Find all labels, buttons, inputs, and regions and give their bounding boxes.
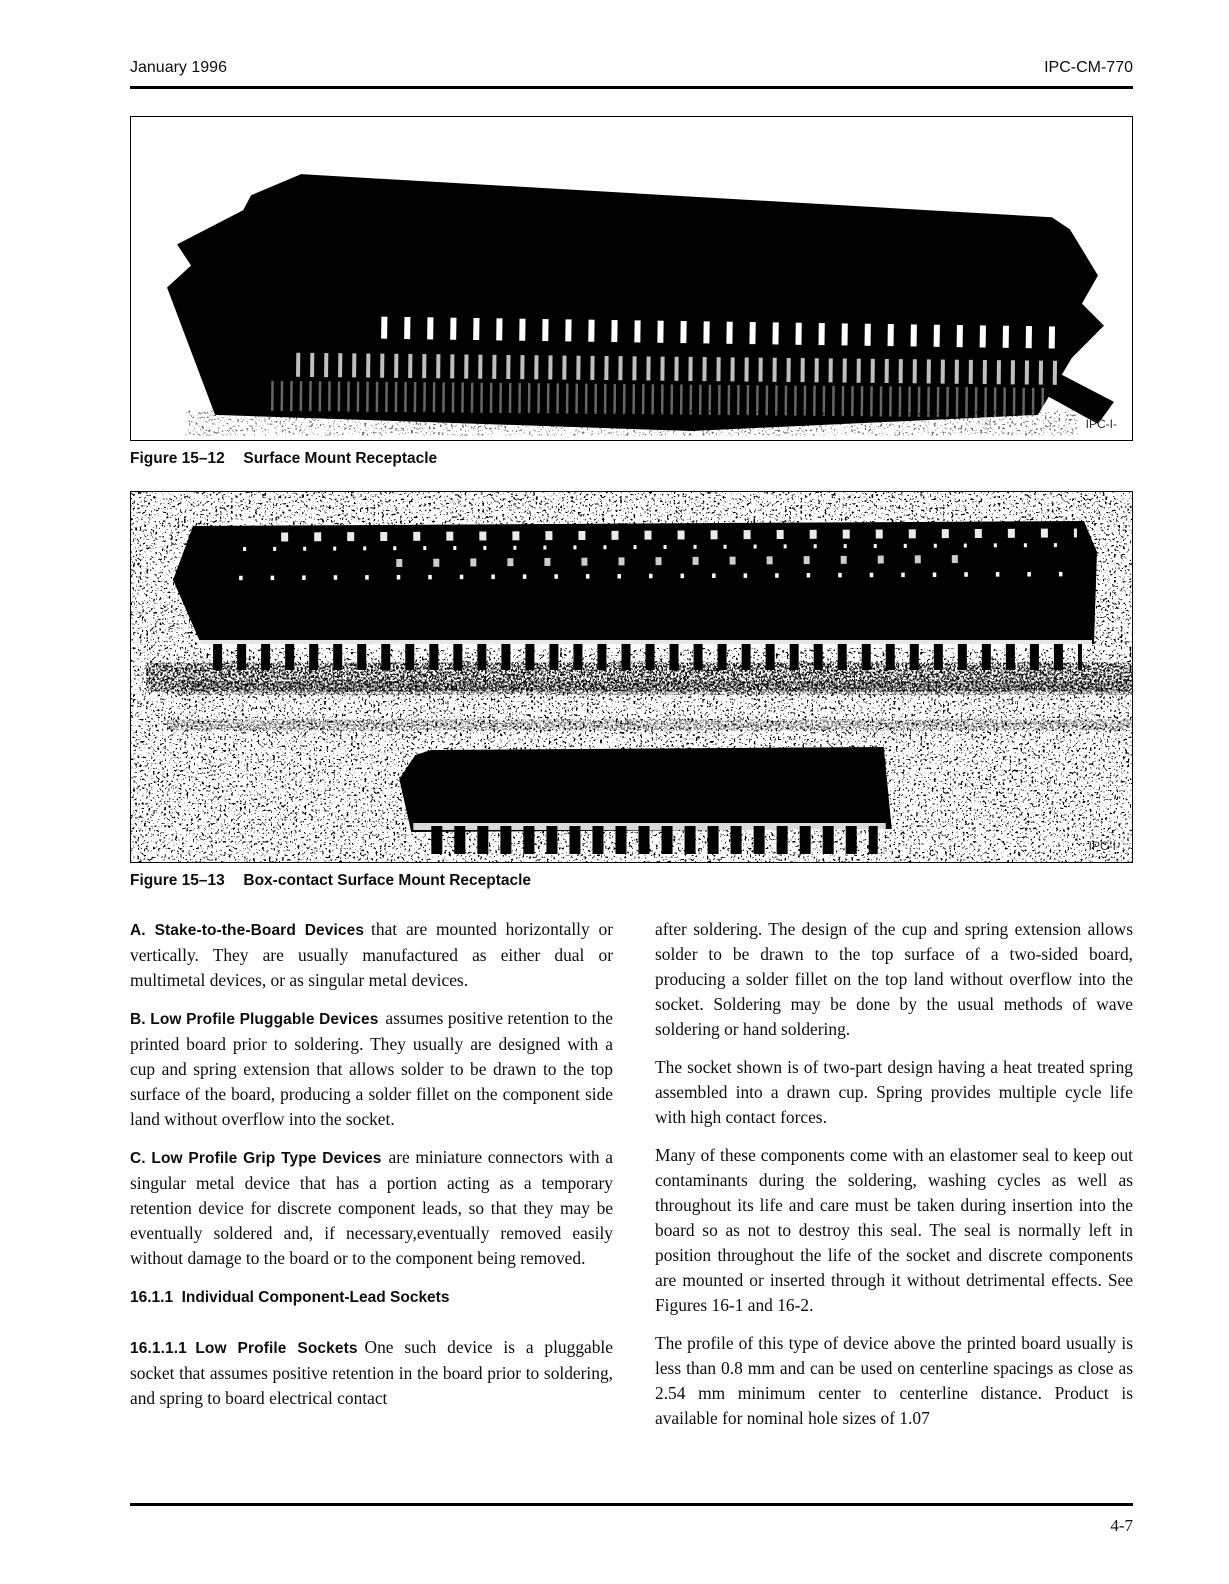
paragraph-low-profile-sockets-text: One such device is a pluggable socket that assumes positive retention in the board prior to soldering, and spring to board electrical contact — [130, 1337, 613, 1408]
paragraph-elastomer-seal: Many of these components come with an elastomer seal to keep out contaminants during the soldering, washing cycles as well as throughout its life and care must be taken during insertion into the board so as not to destroy this seal. The seal is normally left in position throughout the life of the socket and discrete components are mounted or inserted through it without detrimental effects. See Figures 16-1 and 16-2. — [655, 1145, 1133, 1315]
page-footer — [130, 1503, 1133, 1536]
paragraph-stake-to-board — [130, 917, 613, 993]
figure-15-12-photo — [130, 116, 1133, 441]
paragraph-stake-to-board-lead: A. Stake-to-the-Board Devices — [130, 922, 365, 939]
left-column — [130, 917, 613, 1444]
header-doc-id: IPC-CM-770 — [1044, 59, 1133, 76]
paragraph-grip-type-lead: C. Low Profile Grip Type Devices — [130, 1150, 382, 1167]
body-text — [130, 917, 1133, 1444]
heading-16-1-1 — [130, 1288, 613, 1308]
surface-mount-receptacle-image — [131, 117, 1132, 440]
figure-15-13-caption-title: Box-contact Surface Mount Receptacle — [243, 872, 532, 889]
paragraph-low-profile-pluggable-text: assumes positive retention to the printed board prior to soldering. They usually are designed with a cup and spring extension that allows solder to be drawn to the top surface of the board, producing a solder fillet on the component side land without overflow into the socket. — [130, 1008, 613, 1129]
figure-15-12-caption-label: Figure 15–12 — [130, 450, 225, 467]
figure-15-12-caption — [130, 449, 1133, 469]
figure-15-13-caption-label: Figure 15–13 — [130, 872, 225, 889]
small-connector-silhouette — [399, 747, 891, 832]
paragraph-low-profile-sockets — [130, 1335, 613, 1411]
paragraph-device-profile: The profile of this type of device above the printed board usually is less than 0.8 mm and can be used on centerline spacings as close as 2.54 mm minimum center to centerline distance. Product is available for nominal hole sizes of 1.07 — [655, 1333, 1133, 1428]
paragraph-stake-to-board-text: that are mounted horizontally or vertically. They are usually manufactured as either dual or multimetal devices, or as singular metal devices. — [130, 919, 614, 990]
paragraph-low-profile-sockets-lead: 16.1.1.1 Low Profile Sockets — [130, 1340, 358, 1357]
heading-16-1-1-title: Individual Component-Lead Sockets — [181, 1289, 450, 1306]
figure-15-13-watermark: IPC-I- — [1088, 839, 1120, 853]
page-header — [130, 58, 1133, 78]
box-contact-receptacle-image — [131, 492, 1132, 862]
paragraph-grip-type-text: are miniature connectors with a singular metal device that has a portion acting as a temporary retention device for discrete component leads, so that they may be eventually soldered and, if necessary,eventually removed easily without damage to the board or to the component being removed. — [130, 1147, 613, 1268]
footer-rule — [130, 1503, 1133, 1506]
paragraph-after-soldering: after soldering. The design of the cup and spring extension allows solder to be drawn to the top surface of a two-sided board, producing a solder fillet on the top land without overflow into the socket. Soldering may be done by the usual methods of wave soldering or hand soldering. — [655, 919, 1133, 1039]
heading-16-1-1-number: 16.1.1 — [130, 1289, 174, 1306]
figure-15-12-caption-title: Surface Mount Receptacle — [243, 450, 438, 467]
figure-15-12-watermark: IPC-I- — [1085, 416, 1117, 431]
paragraph-low-profile-sockets-number: 16.1.1.1 — [130, 1340, 187, 1357]
paragraph-grip-type — [130, 1145, 613, 1271]
header-rule — [130, 86, 1133, 89]
connector-body-silhouette — [167, 174, 1104, 431]
header-date: January 1996 — [130, 59, 227, 76]
paragraph-low-profile-pluggable — [130, 1006, 613, 1132]
paragraph-two-part-design: The socket shown is of two-part design having a heat treated spring assembled into a drawn cup. Spring provides multiple cycle life with high contact forces. — [655, 1057, 1133, 1127]
page-number: 4-7 — [1110, 1516, 1133, 1535]
large-connector-silhouette — [173, 521, 1097, 644]
right-column — [655, 917, 1133, 1444]
figure-15-13-photo — [130, 491, 1133, 863]
paragraph-low-profile-pluggable-lead: B. Low Profile Pluggable Devices — [130, 1011, 379, 1028]
figure-15-13-caption — [130, 871, 1133, 891]
